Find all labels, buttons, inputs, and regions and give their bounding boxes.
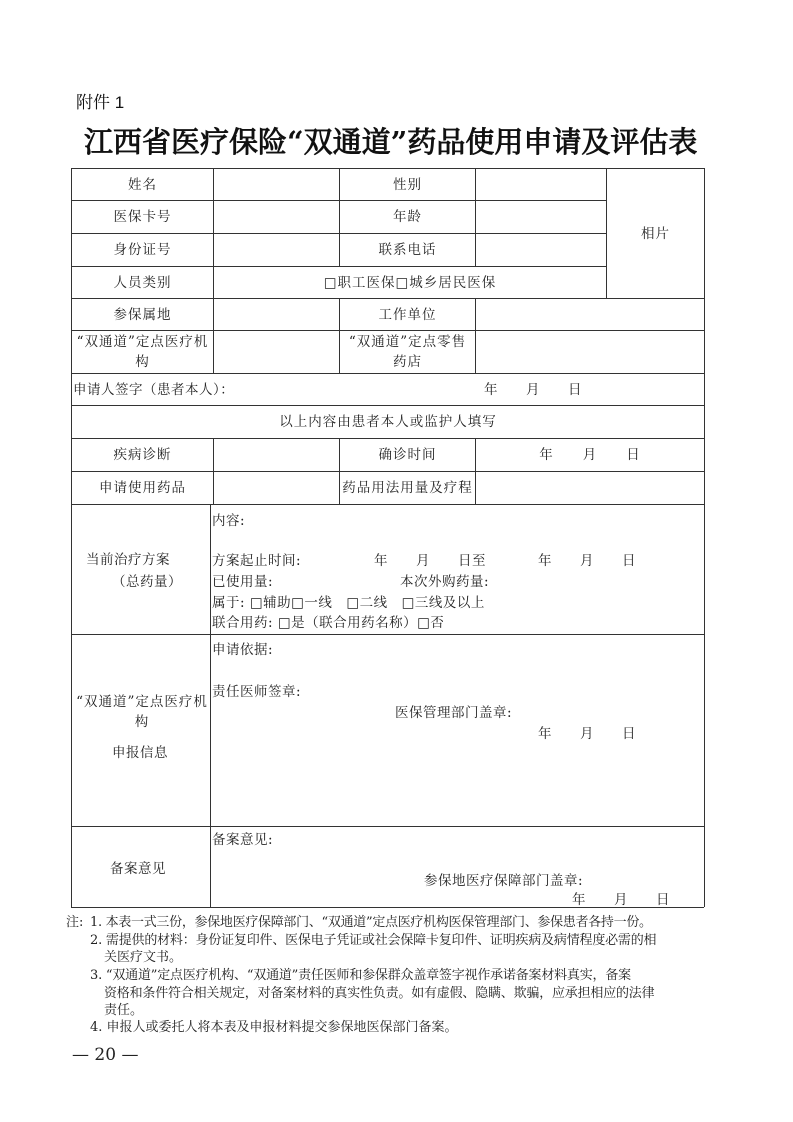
work-unit-input[interactable] (476, 299, 704, 330)
label-total-dosage: （总药量） (112, 574, 182, 590)
label-work-unit: 工作单位 (378, 306, 437, 323)
gender-input[interactable] (476, 169, 606, 200)
label-phone: 联系电话 (378, 242, 437, 258)
note-4: 4. 申报人或委托人将本表及申报材料提交参保地医保部门备案。 (90, 1020, 458, 1035)
page-title: 江西省医疗保险“双通道”药品使用申请及评估表 (84, 125, 698, 159)
purchase-amount[interactable]: 本次外购药量: (400, 574, 490, 590)
label-insurance-card: 医保卡号 (113, 209, 172, 225)
insurance-card-input[interactable] (214, 201, 339, 233)
id-number-input[interactable] (214, 234, 339, 266)
row-divider (71, 826, 704, 827)
label-insured-location: 参保属地 (113, 306, 172, 323)
row-divider (71, 504, 704, 505)
label-diagnosis-time: 确诊时间 (378, 447, 437, 463)
label-treatment-period: 方案起止时间: (212, 553, 302, 569)
attachment-label: 附件 1 (76, 93, 125, 112)
diagnosis-input[interactable] (214, 439, 339, 471)
row-divider (71, 373, 704, 374)
filing-date[interactable]: 年 月 日 (572, 892, 670, 908)
treatment-content[interactable]: 内容: (212, 513, 246, 529)
label-diagnosis: 疾病诊断 (113, 447, 172, 463)
filled-by-note: 以上内容由患者本人或监护人填写 (279, 414, 497, 430)
treatment-period-start[interactable]: 年 月 日至 (374, 553, 486, 569)
drug-applied-input[interactable] (214, 472, 339, 504)
label-hospital-report-1: “双通道”定点医疗机构 (76, 694, 208, 730)
label-gender: 性别 (393, 176, 422, 193)
label-filing: 备案意见 (110, 861, 166, 877)
note-2b: 关医疗文书。 (104, 950, 183, 965)
filing-seal[interactable]: 参保地医疗保障部门盖章: (424, 873, 584, 889)
label-treatment-plan: 当前治疗方案 (86, 552, 170, 568)
drug-usage-input[interactable] (476, 472, 704, 504)
hospital-report-date[interactable]: 年 月 日 (538, 726, 636, 742)
label-person-type: 人员类别 (113, 274, 172, 291)
photo-box[interactable]: 相片 (641, 225, 670, 242)
drug-category-checkboxes[interactable]: 属于: □辅助□一线 □二线 □三线及以上 (212, 595, 485, 611)
note-3c: 责任。 (104, 1003, 144, 1018)
doctor-signature[interactable]: 责任医师签章: (212, 684, 302, 700)
page-number: — 20 — (72, 1045, 139, 1065)
label-drug-usage: 药品用法用量及疗程 (342, 480, 473, 496)
label-age: 年龄 (393, 209, 422, 225)
combined-medication-checkboxes[interactable]: 联合用药: □是（联合用药名称）□否 (212, 615, 445, 631)
label-applicant-signature: 申请人签字（患者本人）： (73, 382, 235, 398)
note-3b: 资格和条件符合相关规定，对备案材料的真实性负责。如有虚假、隐瞒、欺骗，应承担相应的法律 (104, 986, 655, 1001)
col-divider (210, 504, 211, 907)
label-drug-applied: 申请使用药品 (99, 480, 186, 496)
application-basis[interactable]: 申请依据: (212, 642, 274, 658)
applicant-signature-date[interactable]: 年 月 日 (484, 382, 582, 398)
used-amount[interactable]: 已使用量: (212, 574, 274, 590)
note-2a: 2. 需提供的材料：身份证复印件、医保电子凭证或社会保障卡复印件、证明疾病及病情程度必需的相 (90, 933, 657, 948)
note-3a: 3. “双通道”定点医疗机构、“双通道”责任医师和参保群众盖章签字视作承诺备案材料真实，备案 (90, 968, 631, 983)
treatment-period-end[interactable]: 年 月 日 (538, 553, 636, 569)
label-name: 姓名 (128, 176, 157, 193)
row-divider (71, 634, 704, 635)
insured-location-input[interactable] (214, 299, 339, 330)
label-designated-pharmacy: “双通道”定点零售药店 (348, 334, 467, 370)
diagnosis-date-input[interactable]: 年 月 日 (539, 447, 641, 463)
table-border-right (704, 168, 705, 907)
name-input[interactable] (214, 169, 339, 200)
note-1: 1. 本表一式三份，参保地医疗保障部门、“双通道”定点医疗机构医保管理部门、参保患者各持一份。 (90, 915, 652, 930)
filing-opinion[interactable]: 备案意见: (212, 832, 274, 848)
label-designated-hospital: “双通道”定点医疗机构 (76, 334, 209, 370)
dept-seal[interactable]: 医保管理部门盖章: (395, 705, 513, 721)
phone-input[interactable] (476, 234, 606, 266)
age-input[interactable] (476, 201, 606, 233)
designated-pharmacy-input[interactable] (476, 331, 704, 373)
label-id-number: 身份证号 (113, 242, 172, 258)
person-type-checkboxes[interactable]: □职工医保□城乡居民医保 (323, 274, 497, 291)
label-hospital-report-2: 申报信息 (112, 745, 168, 761)
designated-hospital-input[interactable] (214, 331, 339, 373)
notes-prefix: 注: (66, 915, 84, 930)
